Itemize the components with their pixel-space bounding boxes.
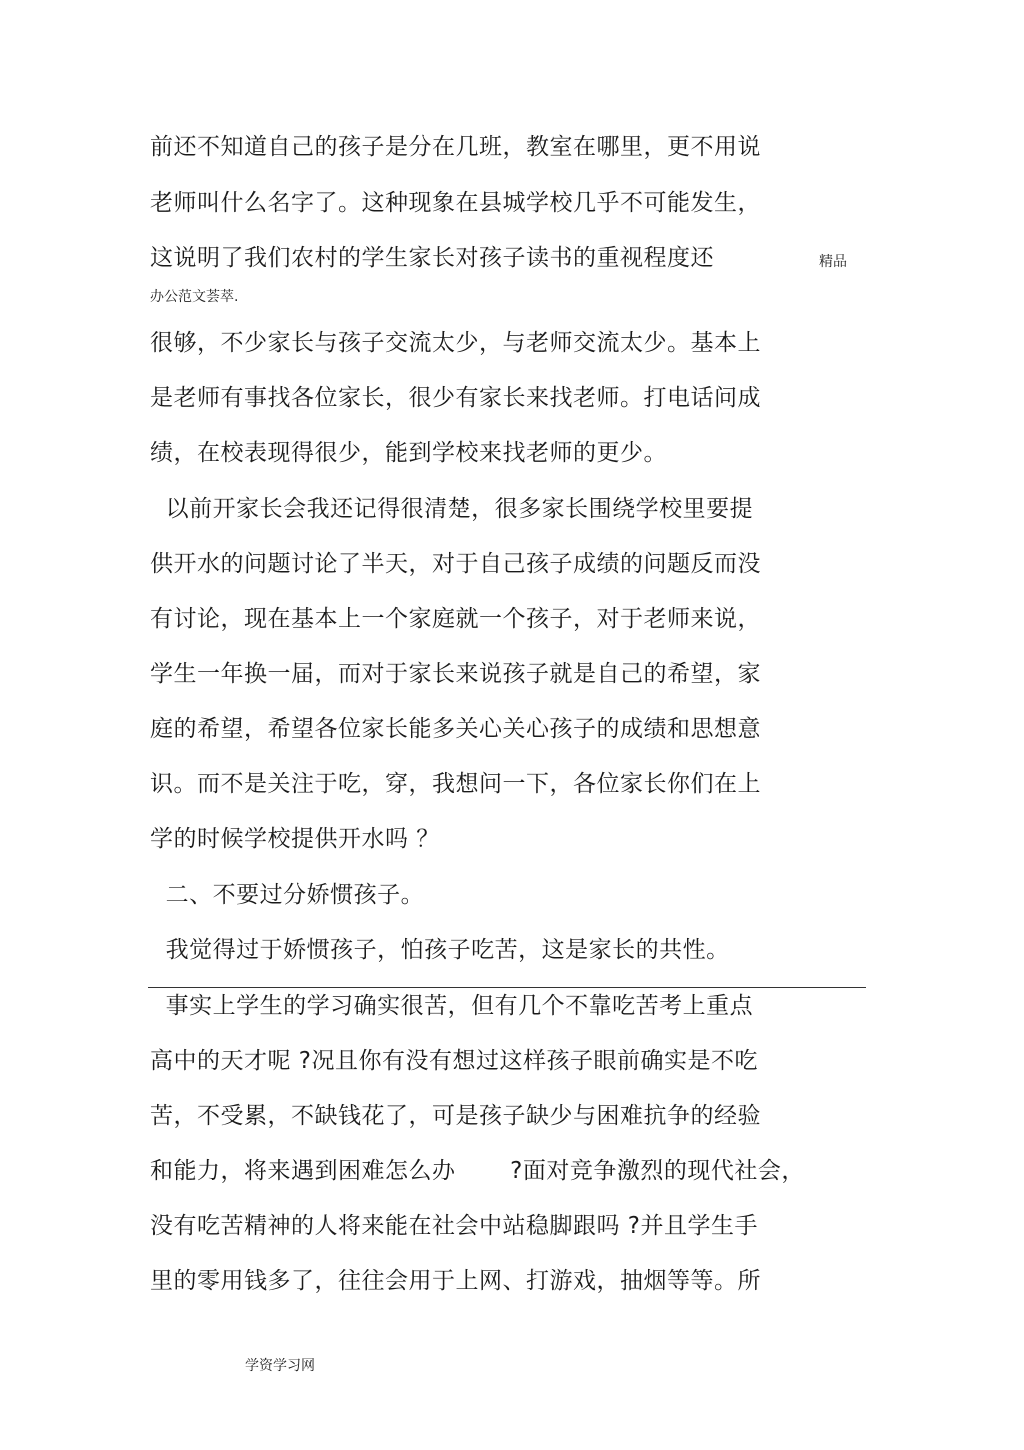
paragraph-start: 以前开家长会我还记得很清楚，很多家长围绕学校里要提	[150, 496, 754, 522]
text-line: 很够，不少家长与孩子交流太少，与老师交流太少。基本上	[150, 330, 761, 356]
text-line: 里的零用钱多了，往往会用于上网、打游戏，抽烟等等。所	[150, 1268, 761, 1294]
text-line: 识。而不是关注于吃，穿，我想问一下，各位家长你们在上	[150, 771, 761, 797]
paragraph-start: 我觉得过于娇惯孩子，怕孩子吃苦，这是家长的共性。	[150, 937, 730, 963]
text-line: 绩，在校表现得很少，能到学校来找老师的更少。	[150, 440, 667, 466]
text-line: 是老师有事找各位家长，很少有家长来找老师。打电话问成	[150, 385, 761, 411]
text-line: 前还不知道自己的孩子是分在几班，教室在哪里，更不用说	[150, 134, 761, 160]
running-head: 办公范文荟萃.	[150, 289, 239, 305]
text-line: 庭的希望，希望各位家长能多关心关心孩子的成绩和思想意	[150, 716, 761, 742]
text-line: 没有吃苦精神的人将来能在社会中站稳脚跟吗 ?并且学生手	[150, 1213, 759, 1239]
header-note: 精品	[819, 254, 847, 270]
paragraph-start: 事实上学生的学习确实很苦，但有几个不靠吃苦考上重点	[150, 993, 754, 1019]
text-line: 学生一年换一届，而对于家长来说孩子就是自己的希望，家	[150, 661, 761, 687]
text-line: 学的时候学校提供开水吗 ？	[150, 826, 440, 852]
text-line: 苦，不受累，不缺钱花了，可是孩子缺少与困难抗争的经验	[150, 1103, 761, 1129]
section-heading: 二、不要过分娇惯孩子。	[150, 882, 425, 908]
text-line: 有讨论，现在基本上一个家庭就一个孩子，对于老师来说，	[150, 606, 761, 632]
text-line: 老师叫什么名字了。这种现象在县城学校几乎不可能发生，	[150, 190, 761, 216]
text-line: 高中的天才呢 ?况且你有没有想过这样孩子眼前确实是不吃	[150, 1048, 759, 1074]
text-line: 供开水的问题讨论了半天，对于自己孩子成绩的问题反而没	[150, 551, 761, 577]
text-line: 这说明了我们农村的学生家长对孩子读书的重视程度还	[150, 245, 714, 271]
footer-note: 学资学习网	[245, 1358, 315, 1374]
horizontal-divider	[148, 987, 866, 988]
text-line: 和能力，将来遇到困难怎么办 ?面对竞争激烈的现代社会，	[150, 1158, 805, 1184]
